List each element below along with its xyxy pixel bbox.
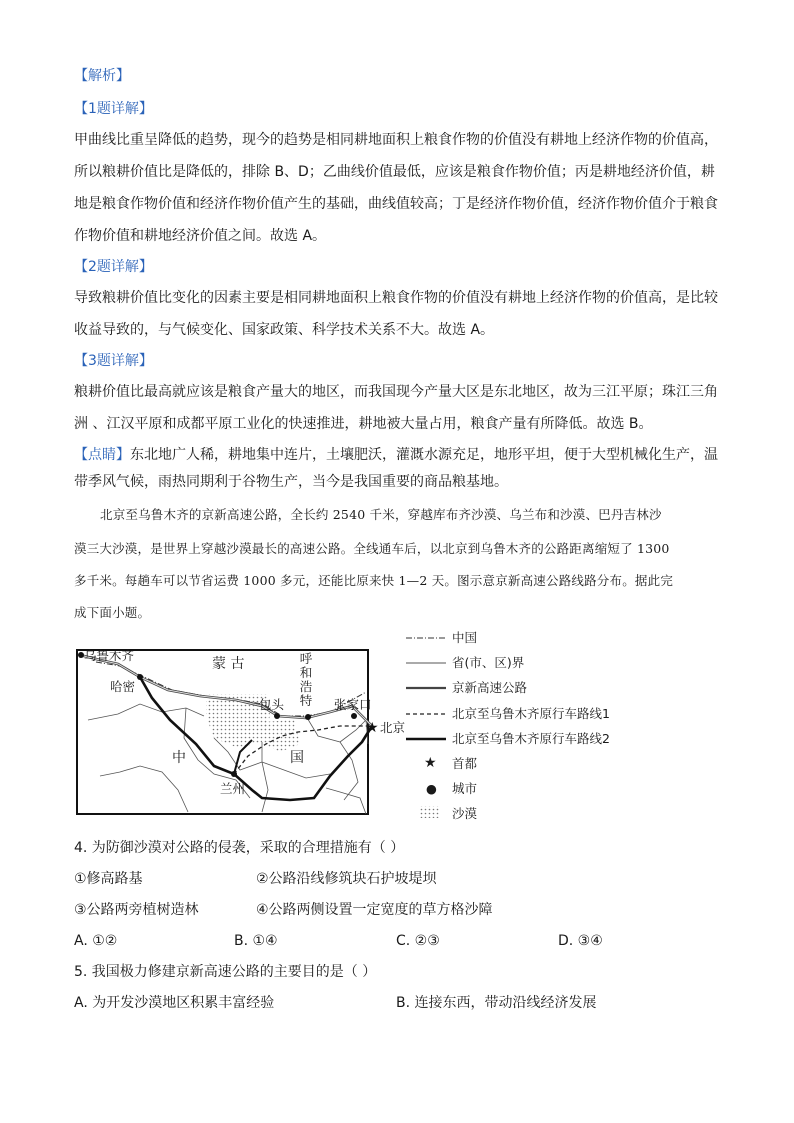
q4-item: ①修高路基 xyxy=(74,871,143,887)
q5-choice-a[interactable]: A. 为开发沙漠地区积累丰富经验 xyxy=(74,995,275,1011)
legend-china-border-label: 中国 xyxy=(452,630,478,645)
q2-heading: 【2题详解】 xyxy=(74,259,153,275)
map-label-zhangjiakou: 张家口 xyxy=(334,697,372,712)
map-label-lanzhou: 兰州 xyxy=(220,781,246,796)
legend-city-label: 城市 xyxy=(452,781,478,796)
tip-text: 东北地广人稀，耕地集中连片，土壤肥沃，灌溉水源充足，地形平坦，便于大型机械化生产，温 xyxy=(130,447,718,463)
q4-item: ④公路两侧设置一定宽度的草方格沙障 xyxy=(256,902,493,918)
legend-route-2-label: 北京至乌鲁木齐原行车路线2 xyxy=(452,731,610,746)
legend-expressway-label: 京新高速公路 xyxy=(452,680,528,695)
legend-capital-symbol: ★ xyxy=(424,755,437,771)
capital-star-icon: ★ xyxy=(366,720,379,736)
q1-line: 所以粮耕价值比是降低的，排除 B、D；乙曲线价值最低，应该是粮食作物价值；丙是耕地经济价值，耕 xyxy=(74,164,715,180)
desert-area xyxy=(262,720,300,752)
map-label-urumqi: 乌鲁木齐 xyxy=(84,648,135,663)
q1-line: 作物价值和耕地经济价值之间。故选 A。 xyxy=(74,228,327,244)
province-border-line xyxy=(88,704,204,720)
q5-choice-b[interactable]: B. 连接东西，带动沿线经济发展 xyxy=(396,995,597,1011)
province-border-line xyxy=(326,788,366,814)
province-border-line xyxy=(306,716,358,800)
map-label-hohhot: 呼和浩特 xyxy=(299,651,313,708)
q4-item: ③公路两旁植树造林 xyxy=(74,902,199,918)
city-dot-hohhot xyxy=(305,714,311,720)
passage-line: 成下面小题。 xyxy=(74,605,151,620)
analysis-heading: 【解析】 xyxy=(74,68,130,84)
province-border-line xyxy=(100,766,188,812)
map-label-beijing: 北京 xyxy=(380,720,406,735)
q2-line: 导致粮耕价值比变化的因素主要是相同耕地面积上粮食作物的价值没有耕地上经济作物的价值高，是比较 xyxy=(74,290,718,306)
q4-choice-c[interactable]: C. ②③ xyxy=(396,933,440,949)
city-dot-hami xyxy=(137,674,143,680)
q3-heading: 【3题详解】 xyxy=(74,353,153,369)
passage-line: 北京至乌鲁木齐的京新高速公路，全长约 2540 千米，穿越库布齐沙漠、乌兰布和沙漠、巴丹吉林沙 xyxy=(100,507,662,522)
passage-line: 多千米。每趟车可以节省运费 1000 多元，还能比原来快 1—2 天。图示意京新高速公路线路分布。据此完 xyxy=(74,573,674,588)
legend-desert-symbol xyxy=(420,806,440,818)
province-border-line xyxy=(262,742,268,812)
legend-route-1-label: 北京至乌鲁木齐原行车路线1 xyxy=(452,706,610,721)
q4-stem: 4. 为防御沙漠对公路的侵袭，采取的合理措施有（ ） xyxy=(74,840,405,856)
map-label-baotou: 包头 xyxy=(259,697,285,712)
legend-desert-label: 沙漠 xyxy=(452,806,478,821)
map-label-mongolia: 蒙 古 xyxy=(212,656,245,672)
q2-line: 收益导致的，与气候变化、国家政策、科学技术关系不大。故选 A。 xyxy=(74,322,495,338)
passage-line: 漠三大沙漠，是世界上穿越沙漠最长的高速公路。全线通车后，以北京到乌鲁木齐的公路距离缩短了 1300 xyxy=(74,541,670,556)
q3-line: 洲 、江汉平原和成都平原工业化的快速推进，耕地被大量占用，粮食产量有所降低。故选 B。 xyxy=(74,416,653,432)
map-label-zhong: 中 xyxy=(172,750,186,766)
legend-province-border-label: 省(市、区)界 xyxy=(452,655,525,670)
q1-line: 地是粮食作物价值和经济作物价值产生的基础，曲线值较高；丁是经济作物价值，经济作物价值介于粮食 xyxy=(74,196,718,212)
q4-item: ②公路沿线修筑块石护坡堤坝 xyxy=(256,871,437,887)
q4-choice-a[interactable]: A. ①② xyxy=(74,933,118,949)
q4-choice-d[interactable]: D. ③④ xyxy=(558,933,603,949)
q5-stem: 5. 我国极力修建京新高速公路的主要目的是（ ） xyxy=(74,964,377,980)
q4-choice-b[interactable]: B. ①④ xyxy=(234,933,278,949)
legend-city-symbol: ● xyxy=(426,781,437,796)
q1-heading: 【1题详解】 xyxy=(74,101,153,117)
city-dot-lanzhou xyxy=(231,771,237,777)
city-dot-baotou xyxy=(274,713,280,719)
map-label-hami: 哈密 xyxy=(110,679,136,694)
legend-capital-label: 首都 xyxy=(452,756,478,771)
tip-line: 带季风气候，雨热同期利于谷物生产，当今是我国重要的商品粮基地。 xyxy=(74,474,508,490)
city-dot-zhangjiakou xyxy=(351,713,357,719)
q1-line: 甲曲线比重呈降低的趋势，现今的趋势是相同耕地面积上粮食作物的价值没有耕地上经济作物的价值高， xyxy=(74,132,718,148)
map-label-guo: 国 xyxy=(290,750,304,766)
q3-line: 粮耕价值比最高就应该是粮食产量大的地区，而我国现今产量大区是东北地区，故为三江平原；珠江三角 xyxy=(74,384,718,400)
tip-label: 【点睛】 xyxy=(74,447,130,463)
